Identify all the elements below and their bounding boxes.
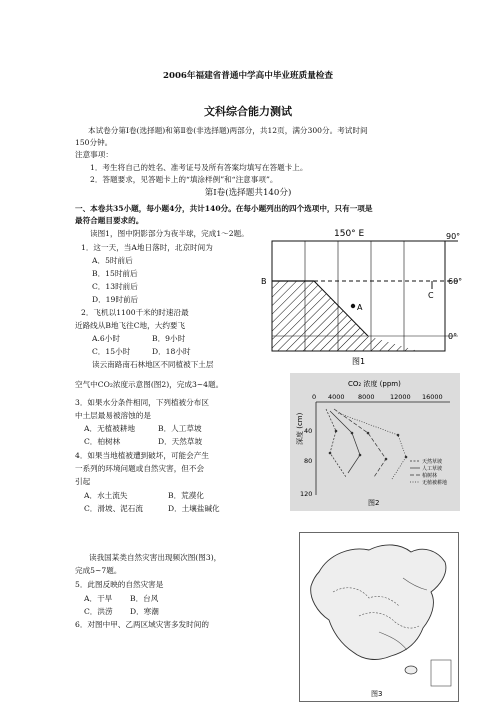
q2-option-c: C．15小时	[92, 347, 131, 356]
read-instruction-3b: 完成5~7题。	[75, 566, 122, 575]
q5-option-d: D．寒潮	[130, 607, 159, 616]
q4-option-a: A．水土流失	[84, 491, 128, 500]
exam-title: 2006年福建省普通中学高中毕业班质量检查	[162, 71, 333, 81]
fig1-caption: 图1	[352, 357, 366, 366]
fig1-point-b: B	[261, 277, 267, 286]
figure-3	[299, 532, 459, 702]
q1-option-a: A．5时前后	[92, 256, 133, 265]
fig2-xtick-1: 4000	[328, 393, 345, 401]
read-instruction-1: 读图1，图中阴影部分为夜半球，完成1～2题。	[90, 229, 249, 238]
q6-stem: 6．对图中甲、乙两区域灾害多发时间的	[75, 620, 209, 629]
read-instruction-3a: 读我国某类自然灾害出现频次图(图3)，	[89, 553, 222, 562]
q4-option-d: D．土壤盐碱化	[168, 504, 220, 513]
intro-line-2: 150分钟。	[75, 138, 113, 147]
q3-stem: 3．如果水分条件相同，下列植被分布区	[75, 398, 209, 407]
fig1-meridian-label: 150° E	[334, 229, 365, 239]
fig2-ytick-120: 120	[300, 490, 313, 498]
fig1-lat-0: 0°	[448, 332, 458, 341]
q2-option-a: A.6小时	[92, 334, 120, 343]
q5-stem: 5．此图反映的自然灾害是	[75, 580, 164, 589]
fig2-title: CO₂ 浓度 (ppm)	[348, 380, 401, 388]
note-1: 1．考生将自己的姓名、准考证号及所有答案均填写在答题卡上。	[90, 163, 308, 172]
read-instruction-2b: 空气中CO₂浓度示意图(图2)，完成3~4题。	[75, 380, 224, 389]
q2-stem: 2．飞机以1100千米的时速沿最	[81, 308, 189, 317]
fig2-ytick-40: 40	[304, 427, 313, 435]
q2-option-d: D．18小时	[152, 347, 191, 356]
fig2-legend-2: 柏树林	[422, 473, 438, 479]
fig1-lat-60: 60°	[448, 277, 463, 286]
exam-subtitle: 文科综合能力测试	[204, 105, 292, 118]
q4-stem-2: 一系列的环境问题或自然灾害，但不会	[75, 464, 205, 473]
q5-option-b: B．台风	[130, 594, 159, 603]
q2-option-b: B．9小时	[152, 334, 186, 343]
fig2-legend-1: 人工草坡	[422, 466, 443, 472]
q1-option-d: D．19时前后	[92, 295, 139, 304]
fig2-caption: 图2	[368, 499, 380, 507]
q1-stem: 1．这一天，当A地日落时，北京时间为	[81, 243, 213, 252]
fig2-ylabel: 深度 (cm)	[296, 412, 304, 445]
q3-option-c: C．柏树林	[84, 437, 121, 446]
q4-stem-3: 引起	[75, 477, 91, 486]
fig1-lat-90: 90°	[446, 232, 461, 241]
fig2-xtick-3: 12000	[390, 393, 411, 401]
q3-option-d: D．天然草坡	[158, 437, 203, 446]
q3-option-b: B．人工草坡	[158, 424, 202, 433]
fig1-point-a: A	[357, 303, 363, 312]
intro-line-1: 本试卷分第Ⅰ卷(选择题)和第Ⅱ卷(非选择题)两部分，共12页，满分300分。考试时间	[88, 126, 368, 135]
q4-option-b: B．荒漠化	[168, 491, 204, 500]
q5-option-c: C．洪涝	[84, 607, 113, 616]
fig2-xtick-2: 8000	[358, 393, 375, 401]
q1-option-b: B．15时前后	[92, 269, 138, 278]
fig2-legend-3: 无植被耕地	[422, 480, 448, 486]
part1-instruction-1: 一、本卷共35小题，每小题4分，共计140分。在每小题列出的四个选项中，只有一项是	[75, 204, 373, 213]
figure-1	[258, 226, 468, 368]
read-instruction-2a: 读云南路南石林地区不同植被下土层	[92, 360, 214, 369]
figure-2	[290, 373, 460, 511]
q4-stem: 4．如果当地植被遭到破坏，可能会产生	[75, 451, 209, 460]
q4-option-c: C．滑坡、泥石流	[84, 504, 143, 513]
q2-stem-2: 近路线从B地飞往C地，大约要飞	[75, 321, 186, 330]
notice-heading: 注意事项：	[75, 150, 113, 159]
q1-option-c: C．13时前后	[92, 282, 138, 291]
note-2: 2．答题要求，见答题卡上的“填涂样例”和“注意事项”。	[90, 175, 278, 184]
q3-stem-2: 中土层最易被溶蚀的是	[75, 411, 151, 420]
part1-heading: 第Ⅰ卷(选择题共140分)	[204, 188, 292, 198]
fig2-xtick-0: 0	[312, 393, 317, 401]
fig2-ytick-80: 80	[304, 457, 313, 465]
q3-option-a: A．无植被耕地	[84, 424, 136, 433]
fig2-xtick-4: 16000	[422, 393, 443, 401]
fig1-point-c: C	[428, 291, 434, 300]
part1-instruction-2: 最符合题目要求的。	[75, 216, 144, 225]
fig2-legend-0: 天然草坡	[422, 459, 443, 465]
fig3-caption: 图3	[371, 690, 383, 698]
q5-option-a: A．干旱	[84, 594, 113, 603]
